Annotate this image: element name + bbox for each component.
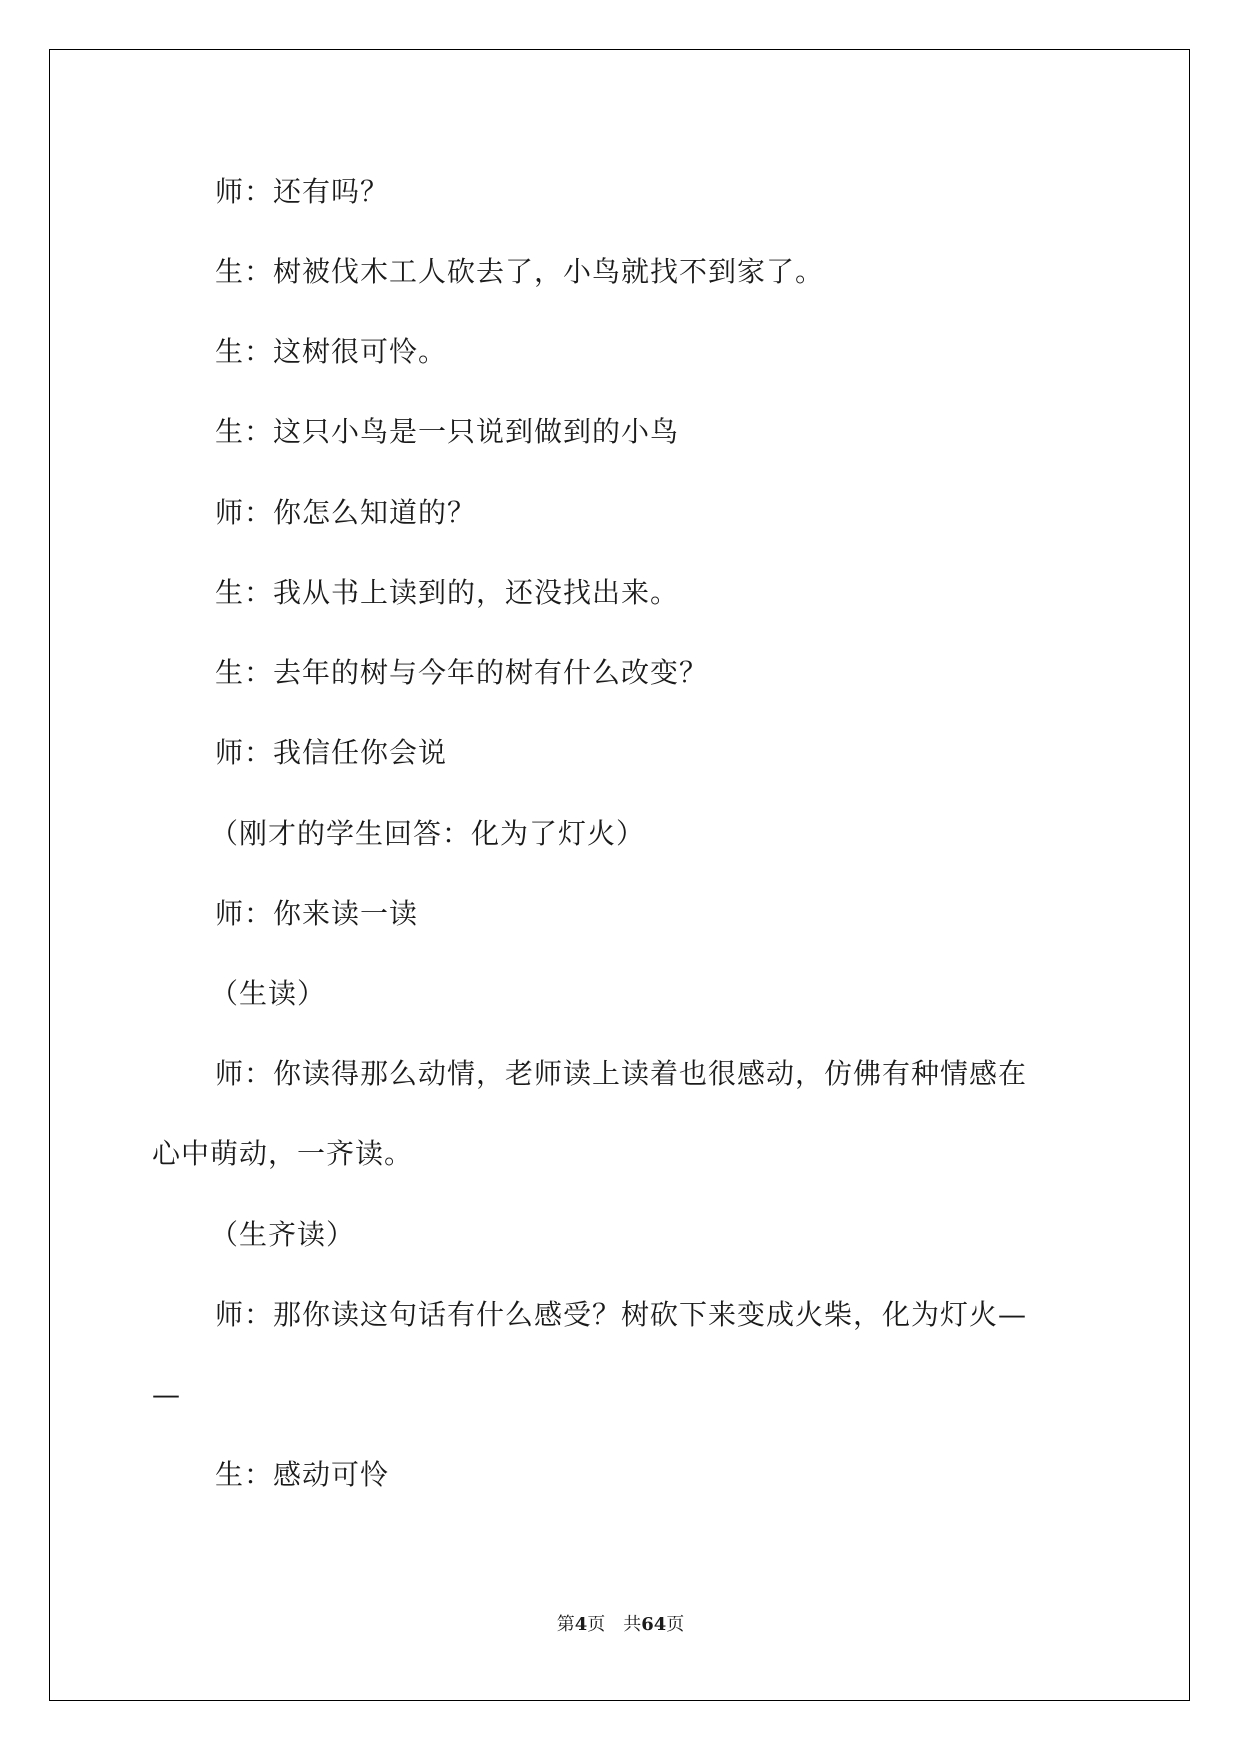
paragraph-line: 师：你怎么知道的？ <box>215 496 477 529</box>
paragraph-line: 师：那你读这句话有什么感受？树砍下来变成火柴，化为灯火— <box>215 1298 1028 1331</box>
paragraph-line: 生：去年的树与今年的树有什么改变？ <box>215 656 709 689</box>
paragraph-line: （刚才的学生回答：化为了灯火） <box>210 817 646 850</box>
footer-prefix: 第 <box>556 1614 575 1635</box>
paragraph-line: — <box>152 1378 181 1411</box>
paragraph-line: 生：这树很可怜。 <box>215 335 448 368</box>
paragraph-line: 生：这只小鸟是一只说到做到的小鸟 <box>215 415 680 448</box>
footer-page-suffix: 页 <box>587 1614 606 1635</box>
paragraph-line: 心中萌动，一齐读。 <box>152 1137 414 1170</box>
paragraph-line: （生齐读） <box>210 1218 356 1251</box>
paragraph-line: 师：你读得那么动情，老师读上读着也很感动，仿佛有种情感在 <box>215 1057 1028 1090</box>
paragraph-line: 师：我信任你会说 <box>215 736 448 769</box>
total-pages: 64 <box>641 1614 667 1635</box>
paragraph-line: 师：你来读一读 <box>215 897 419 930</box>
paragraph-line: 生：我从书上读到的，还没找出来。 <box>215 576 680 609</box>
footer-total-prefix: 共 <box>623 1614 642 1635</box>
paragraph-line: 师：还有吗？ <box>215 175 390 208</box>
paragraph-line: （生读） <box>210 977 327 1010</box>
page-number: 4 <box>574 1614 588 1635</box>
paragraph-line: 生：树被伐木工人砍去了，小鸟就找不到家了。 <box>215 255 825 288</box>
page-border <box>49 49 1190 1701</box>
paragraph-line: 生：感动可怜 <box>215 1458 390 1491</box>
page-footer <box>0 1613 1241 1637</box>
footer-total-suffix: 页 <box>666 1614 685 1635</box>
